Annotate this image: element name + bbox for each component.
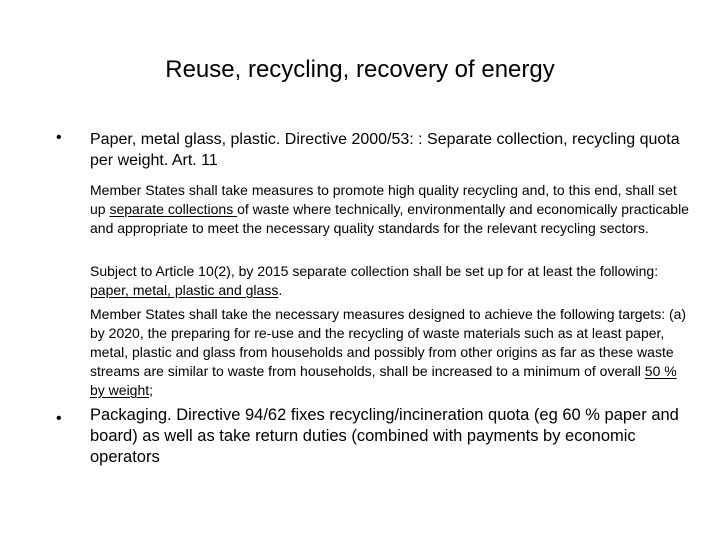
sub-point-article-10	[90, 262, 690, 300]
sub2-text-after: .	[278, 282, 283, 298]
sub3-underlined-text: 50 % by weight	[90, 363, 677, 398]
slide-title: Reuse, recycling, recovery of energy	[165, 56, 555, 83]
point-paper-metal-glass-plastic: Paper, metal glass, plastic. Directive 2000/53: : Separate collection, recycling quota per weight. Art. 11	[90, 131, 680, 169]
sub1-text-before: Member States shall take measures to promote high quality recycling and, to this end, shall set up	[90, 182, 677, 217]
sub-point-separate-collections	[90, 181, 690, 238]
bullet-marker: •	[56, 129, 62, 146]
sub2-underlined-text: paper, metal, plastic and glass	[90, 282, 279, 298]
sub2-text-before: Subject to Article 10(2), by 2015 separate collection shall be set up for at least the following:	[90, 263, 659, 279]
sub3-text-after: ;	[149, 382, 154, 398]
bullet-marker: •	[56, 410, 62, 427]
sub1-underlined-text: separate collections	[109, 201, 238, 217]
sub3-text-before: Member States shall take the necessary measures designed to achieve the following targets: (a) by 2020, the preparing for re-use and the recycling of waste materials such as at least paper, metal, plastic and glass from households and possibly from other origins as far as these waste streams are similar to waste from households, shall be increased to a minimum of overall	[90, 306, 687, 379]
sub-point-targets-2020	[90, 305, 690, 400]
sub1-text-after: of waste where technically, environmentally and economically practicable and appropriate to meet the necessary quality standards for the relevant recycling sectors.	[90, 201, 689, 236]
point-packaging: Packaging. Directive 94/62 fixes recycling/incineration quota (eg 60 % paper and board) as well as take return duties (combined with payments by economic operators	[90, 406, 679, 466]
